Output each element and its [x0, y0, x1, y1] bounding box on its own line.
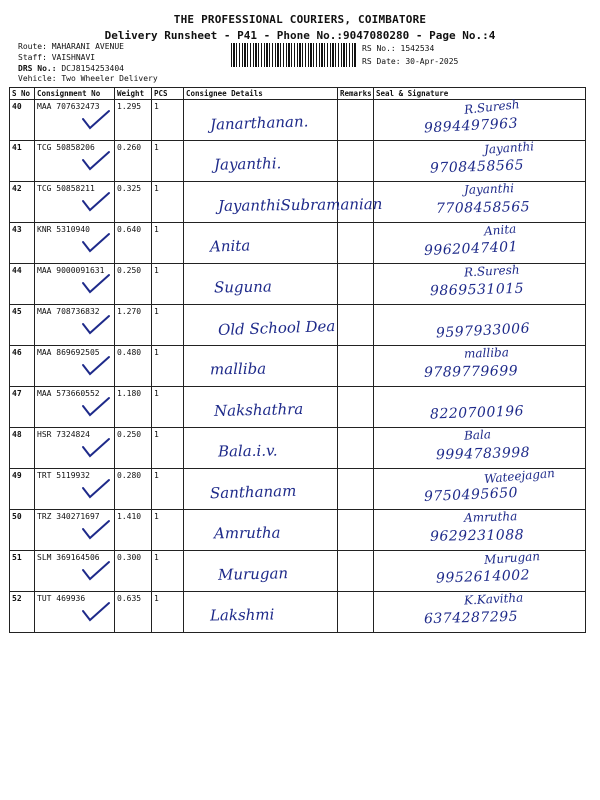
- table-row: [10, 141, 586, 182]
- staff-line: Staff: VAISHNAVI: [18, 53, 96, 62]
- consignment-number-text: MAA 707632473: [37, 102, 100, 111]
- row-signature-cell: [374, 346, 586, 387]
- handwritten-consignee-name: JayanthiSubramanian: [217, 195, 383, 215]
- row-remarks-cell: [338, 592, 374, 633]
- row-sno: 46: [10, 346, 35, 387]
- row-weight: 1.410: [115, 510, 152, 551]
- row-weight: 0.635: [115, 592, 152, 633]
- handwritten-phone-number: 9629231088: [429, 527, 525, 545]
- handwritten-consignee-name: Suguna: [213, 277, 272, 297]
- row-signature-cell: [374, 305, 586, 346]
- row-pcs: 1: [152, 264, 184, 305]
- row-remarks-cell: [338, 223, 374, 264]
- route-line: Route: MAHARANI AVENUE: [18, 42, 124, 51]
- handwritten-phone-number: 9994783998: [435, 444, 531, 464]
- row-remarks-cell: [338, 551, 374, 592]
- barcode-icon: [231, 43, 357, 67]
- row-signature-cell: [374, 428, 586, 469]
- row-consignment-no: [35, 469, 115, 510]
- row-consignment-no: [35, 141, 115, 182]
- row-consignee-cell: [184, 182, 383, 223]
- handwritten-signature: Wateejagan: [483, 465, 556, 487]
- row-pcs: 1: [152, 223, 184, 264]
- consignment-number-text: MAA 708736832: [37, 307, 100, 316]
- row-signature-cell: [374, 551, 586, 592]
- table-row: [10, 100, 586, 141]
- check-mark-icon: [81, 560, 111, 582]
- row-signature-cell: [374, 223, 586, 264]
- col-pcs: PCS: [152, 88, 184, 100]
- row-consignee-cell: [184, 141, 338, 182]
- table-row: [10, 510, 586, 551]
- check-mark-icon: [81, 109, 111, 131]
- check-mark-icon: [81, 396, 111, 418]
- handwritten-consignee-name: Bala.i.v.: [217, 441, 278, 461]
- table-row: [10, 346, 586, 387]
- row-signature-cell: [374, 592, 586, 633]
- row-pcs: 1: [152, 387, 184, 428]
- handwritten-phone-number: 9962047401: [423, 238, 519, 260]
- handwritten-signature: R.Suresh: [463, 262, 520, 280]
- handwritten-consignee-name: Santhanam: [209, 481, 297, 503]
- row-weight: 0.480: [115, 346, 152, 387]
- handwritten-consignee-name: Janarthanan.: [209, 112, 309, 134]
- handwritten-signature: Murugan: [483, 549, 541, 567]
- handwritten-phone-number: 9708458565: [429, 157, 525, 177]
- row-consignment-no: [35, 305, 115, 346]
- row-pcs: 1: [152, 510, 184, 551]
- handwritten-phone-number: 9952614002: [435, 567, 531, 587]
- handwritten-consignee-name: Jayanthi.: [213, 154, 282, 174]
- row-pcs: 1: [152, 100, 184, 141]
- row-weight: 0.260: [115, 141, 152, 182]
- row-sno: 42: [10, 182, 35, 223]
- check-mark-icon: [81, 519, 111, 541]
- row-consignment-no: [35, 510, 115, 551]
- row-remarks-cell: [338, 141, 374, 182]
- check-mark-icon: [81, 191, 111, 213]
- handwritten-phone-number: 8220700196: [429, 403, 525, 423]
- row-sno: 52: [10, 592, 35, 633]
- row-consignee-cell: [184, 387, 338, 428]
- table-row: [10, 182, 586, 223]
- handwritten-signature: K.Kavitha: [463, 590, 524, 608]
- consignment-number-text: SLM 369164506: [37, 553, 100, 562]
- check-mark-icon: [81, 601, 111, 623]
- row-consignee-cell: [184, 551, 338, 592]
- consignment-number-text: MAA 9000091631: [37, 266, 105, 275]
- row-consignee-cell: [184, 305, 338, 346]
- consignment-number-text: HSR 7324824: [37, 430, 90, 439]
- row-consignment-no: [35, 100, 115, 141]
- check-mark-icon: [81, 437, 111, 459]
- row-consignment-no: [35, 592, 115, 633]
- row-signature-cell: [374, 465, 586, 510]
- handwritten-signature: malliba: [463, 345, 510, 361]
- check-mark-icon: [81, 232, 111, 254]
- row-remarks-cell: [338, 387, 374, 428]
- row-sno: 47: [10, 387, 35, 428]
- handwritten-consignee-name: Murugan: [217, 564, 289, 584]
- handwritten-signature: Jayanthi: [463, 181, 515, 197]
- table-row: [10, 305, 586, 346]
- handwritten-phone-number: 9894497963: [423, 115, 519, 137]
- company-title: THE PROFESSIONAL COURIERS, COIMBATORE: [173, 13, 427, 26]
- row-signature-cell: [374, 97, 586, 141]
- row-remarks-cell: [338, 182, 374, 223]
- route-value: MAHARANI AVENUE: [51, 42, 124, 51]
- row-signature-cell: [374, 510, 586, 551]
- row-signature-cell: [374, 387, 586, 428]
- handwritten-signature: Bala: [463, 427, 492, 443]
- row-signature-cell: [374, 182, 586, 223]
- handwritten-consignee-name: Old School Dea: [217, 316, 336, 340]
- staff-value: VAISHNAVI: [51, 53, 96, 62]
- row-pcs: 1: [152, 182, 184, 223]
- row-consignment-no: [35, 264, 115, 305]
- runsheet-subtitle: Delivery Runsheet - P41 - Phone No.:9047080280 - Page No.:4: [104, 29, 496, 42]
- row-consignment-no: [35, 551, 115, 592]
- handwritten-consignee-name: Nakshathra: [213, 399, 304, 421]
- row-pcs: 1: [152, 428, 184, 469]
- handwritten-signature: R.Suresh: [463, 97, 521, 117]
- table-header-row: [10, 88, 586, 100]
- row-consignee-cell: [184, 346, 338, 387]
- handwritten-signature: Amrutha: [463, 509, 518, 525]
- rs-no-line: RS No.: 1542534: [362, 44, 435, 53]
- row-remarks-cell: [338, 469, 374, 510]
- row-sno: 45: [10, 305, 35, 346]
- col-weight: Weight: [115, 88, 152, 100]
- row-consignee-cell: [184, 510, 338, 551]
- row-consignee-cell: [184, 592, 338, 633]
- table-row: [10, 264, 586, 305]
- consignment-number-text: TRT 5119932: [37, 471, 90, 480]
- row-sno: 43: [10, 223, 35, 264]
- row-weight: 0.325: [115, 182, 152, 223]
- row-consignment-no: [35, 182, 115, 223]
- row-sno: 44: [10, 264, 35, 305]
- row-signature-cell: [374, 141, 586, 182]
- row-consignment-no: [35, 346, 115, 387]
- row-remarks-cell: [338, 305, 374, 346]
- handwritten-signature: Anita: [483, 221, 517, 239]
- row-remarks-cell: [338, 510, 374, 551]
- row-consignee-cell: [184, 469, 338, 510]
- row-pcs: 1: [152, 551, 184, 592]
- table-row: [10, 551, 586, 592]
- col-consignee: Consignee Details: [184, 88, 338, 100]
- check-mark-icon: [81, 150, 111, 172]
- consignment-number-text: TCG 50858211: [37, 184, 95, 193]
- consignment-number-text: TRZ 340271697: [37, 512, 100, 521]
- consignment-number-text: KNR 5310940: [37, 225, 90, 234]
- row-sno: 51: [10, 551, 35, 592]
- row-remarks-cell: [338, 346, 374, 387]
- handwritten-phone-number: 9597933006: [435, 320, 531, 342]
- row-weight: 0.280: [115, 469, 152, 510]
- table-row: [10, 428, 586, 469]
- consignment-number-text: MAA 869692505: [37, 348, 100, 357]
- row-consignee-cell: [184, 264, 338, 305]
- table-row: [10, 223, 586, 264]
- col-remarks: Remarks: [338, 88, 374, 100]
- row-weight: 1.295: [115, 100, 152, 141]
- row-remarks-cell: [338, 428, 374, 469]
- row-sno: 41: [10, 141, 35, 182]
- delivery-table: [9, 87, 586, 633]
- row-sno: 48: [10, 428, 35, 469]
- row-consignment-no: [35, 223, 115, 264]
- vehicle-line: Vehicle: Two Wheeler Delivery: [18, 74, 158, 83]
- drs-line: DRS No.: DCJ8154253404: [18, 64, 124, 73]
- handwritten-phone-number: 9789779699: [423, 363, 519, 381]
- handwritten-phone-number: 6374287295: [423, 608, 519, 628]
- row-consignee-cell: [184, 223, 338, 264]
- consignment-number-text: TUT 469936: [37, 594, 86, 603]
- row-consignee-cell: [184, 428, 338, 469]
- consignment-number-text: MAA 573660552: [37, 389, 100, 398]
- row-remarks-cell: [338, 100, 374, 141]
- handwritten-consignee-name: Anita: [209, 236, 251, 256]
- handwritten-phone-number: 9869531015: [429, 280, 525, 300]
- drs-value: DCJ8154253404: [61, 64, 124, 73]
- row-consignee-cell: [184, 100, 338, 141]
- row-remarks-cell: [338, 264, 374, 305]
- row-consignment-no: [35, 387, 115, 428]
- table-row: [10, 387, 586, 428]
- rs-no-value: 1542534: [400, 44, 435, 53]
- check-mark-icon: [81, 273, 111, 295]
- vehicle-value: Two Wheeler Delivery: [61, 74, 158, 83]
- table-row: [10, 469, 586, 510]
- consignment-number-text: TCG 50858206: [37, 143, 95, 152]
- row-weight: 0.250: [115, 428, 152, 469]
- check-mark-icon: [81, 478, 111, 500]
- row-pcs: 1: [152, 592, 184, 633]
- row-pcs: 1: [152, 346, 184, 387]
- handwritten-signature: Jayanthi: [483, 139, 535, 157]
- handwritten-phone-number: 9750495650: [423, 484, 519, 506]
- row-pcs: 1: [152, 141, 184, 182]
- rs-date-line: RS Date: 30-Apr-2025: [362, 57, 459, 66]
- row-signature-cell: [374, 264, 586, 305]
- row-pcs: 1: [152, 305, 184, 346]
- handwritten-phone-number: 7708458565: [435, 199, 531, 217]
- handwritten-consignee-name: Amrutha: [213, 523, 281, 543]
- row-weight: 1.180: [115, 387, 152, 428]
- col-sno: S No: [10, 88, 35, 100]
- handwritten-consignee-name: malliba: [209, 359, 267, 379]
- row-weight: 0.250: [115, 264, 152, 305]
- check-mark-icon: [81, 355, 111, 377]
- row-sno: 49: [10, 469, 35, 510]
- row-pcs: 1: [152, 469, 184, 510]
- row-sno: 40: [10, 100, 35, 141]
- row-weight: 0.300: [115, 551, 152, 592]
- row-sno: 50: [10, 510, 35, 551]
- check-mark-icon: [81, 314, 111, 336]
- table-row: [10, 592, 586, 633]
- row-weight: 0.640: [115, 223, 152, 264]
- rs-date-value: 30-Apr-2025: [405, 57, 459, 66]
- row-consignment-no: [35, 428, 115, 469]
- col-signature: Seal & Signature: [374, 88, 586, 100]
- row-weight: 1.270: [115, 305, 152, 346]
- handwritten-consignee-name: Lakshmi: [209, 605, 275, 625]
- col-consignment: Consignment No: [35, 88, 115, 100]
